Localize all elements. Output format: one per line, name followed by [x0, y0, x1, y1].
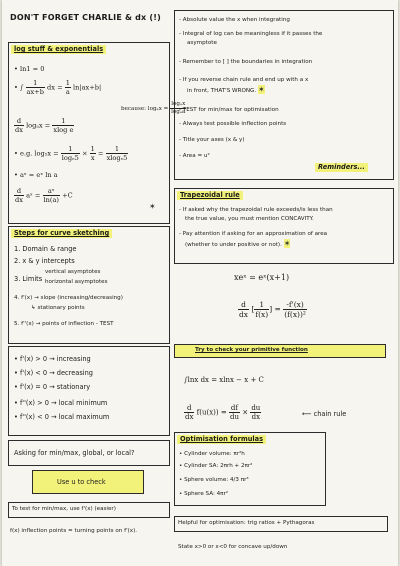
notes-page [2, 0, 398, 566]
primitive-banner [174, 344, 386, 358]
curve-step-2: 2. x & y intercepts [14, 257, 75, 265]
deriv-stationary: • f'(x) = 0 → stationary [14, 383, 91, 391]
curve-step-1: 1. Domain & range [14, 245, 77, 253]
trap-line-4: (whether to under positive or not). ✶ [185, 239, 291, 248]
reminder-log-integral: - Integral of log can be meaningless if it passes the [179, 31, 323, 37]
reminder-inflection: - Always test possible inflection points [179, 121, 287, 127]
page-title: DON'T FORGET CHARLIE & dx (!) [10, 13, 161, 22]
reminder-chain-2: in front, THAT'S WRONG. ✶ [187, 85, 265, 94]
optim-header: Optimisation formulas [177, 435, 266, 444]
trap-line-2: the true value, you must mention CONCAVITY. [185, 216, 314, 222]
xex-derivative: xeˣ = eˣ(x+1) [234, 273, 290, 282]
optim-cyl-sa: • Cylinder SA: 2πrh + 2πr² [179, 463, 253, 469]
reminder-log-integral-2: asymptote [187, 40, 217, 46]
integral-rule: • ∫ $\frac{1}{ax+b}$ dx = $\frac{1}{a}$ ln|ax+b| [14, 79, 102, 96]
chain-rule-formula: $\frac{d}{dx}$ f(u(x)) = $\frac{df}{du}$ × $\frac{du}{dx}$ [185, 404, 261, 421]
reminders-label: Reminders... [315, 163, 368, 172]
reminders-box [174, 10, 394, 180]
optimisation-box [174, 432, 326, 506]
curve-step-4: 4. f'(x) → slope (increasing/decreasing) [14, 295, 123, 301]
use-u-text: Use u to check [57, 478, 106, 486]
test-box [8, 502, 170, 518]
star-icon: ✶ [283, 239, 291, 248]
log-example: • e.g. log₅x = $\frac{1}{\text{logₑ5}}$ × $\frac{1}{x}$ = $\frac{1}{\text{xlogₑ5}}$ [14, 145, 128, 162]
ln-integral: ∫lnx dx = xlnx − x + C [184, 376, 264, 384]
star-icon: ✶ [257, 85, 265, 94]
reminder-absolute: - Absolute value the x when integrating [179, 17, 290, 23]
reminder-axes: - Title your axes (x & y) [179, 137, 245, 143]
derivative-box [8, 346, 170, 436]
curve-step-3: 3. Limits [14, 275, 43, 283]
log-box [8, 42, 186, 224]
helpful-text: Helpful for optimisation: trig ratios + Pythagoras [178, 520, 315, 526]
use-u-box [32, 470, 144, 494]
reminder-chain: - If you reverse chain rule and end up with a x [179, 77, 309, 83]
trap-header: Trapezoidal rule [177, 191, 243, 200]
test-text: To test for min/max, use f'(x) (easier) [12, 506, 116, 512]
primitive-text: Try to check your primitive function [195, 347, 308, 353]
deriv-local-max: • f''(x) < 0 → local maximum [14, 413, 110, 421]
deriv-decreasing: • f'(x) < 0 → decreasing [14, 369, 93, 377]
inflection-note: f(x) inflection points = turning points on f'(x). [10, 528, 138, 534]
curve-step-4-stationary: ↳ stationary points [31, 305, 85, 311]
reminder-area: - Area = u² [179, 153, 210, 159]
ask-box [8, 440, 170, 466]
optim-cyl-volume: • Cylinder volume: πr²h [179, 451, 245, 457]
star-icon: ✶ [149, 202, 156, 211]
curve-step-3-horizontal: horizontal asymptotes [45, 279, 108, 285]
a-power-derivative: $\frac{d}{dx}$ aˣ = $\frac{\text{aˣ}}{\ln(a)}$ +C [15, 187, 73, 204]
ask-text: Asking for min/max, global, or local? [14, 449, 135, 457]
concavity-note: State x>0 or x<0 for concave up/down [178, 544, 288, 550]
reciprocal-derivative: $\frac{d}{dx}$ [ $\frac{1}{f(x)}$ ] = $\frac{-f'(x)}{\text{(f(x))²}}$ [239, 300, 306, 319]
log-derivative-rule: $\frac{d}{dx}$ logₐx = $\frac{1}{\text{xlog e}}$ [15, 117, 74, 134]
helpful-box [174, 516, 388, 532]
chain-rule-label: ⟵ chain rule [302, 410, 347, 418]
a-power-rule: • aˣ = eˣ ln a [14, 171, 58, 179]
trap-line-3: - Pay attention if asking for an approximation of area [179, 231, 328, 237]
optim-sphere-sa: • Sphere SA: 4πr² [179, 491, 229, 497]
curve-header: Steps for curve sketching [11, 229, 112, 238]
reminder-test: - TEST for min/max for optimisation [179, 107, 279, 113]
curve-sketching-box [8, 226, 170, 344]
ln1-rule: • ln1 = 0 [14, 65, 45, 73]
curve-step-3-vertical: vertical asymptotes [45, 269, 101, 275]
deriv-local-min: • f''(x) > 0 → local minimum [14, 399, 108, 407]
reminder-boundaries: - Remember to [ ] the boundaries in integration [179, 59, 313, 65]
deriv-increasing: • f'(x) > 0 → increasing [14, 355, 91, 363]
curve-step-5: 5. f''(x) → points of inflection - TEST [14, 321, 114, 327]
trapezoidal-box [174, 188, 394, 264]
optim-sphere-volume: • Sphere volume: 4/3 πr³ [179, 477, 249, 483]
trap-line-1: - If asked why the trapezoidal rule exceeds/is less than [179, 207, 333, 213]
change-base-note: because: logₐx = $\frac{\text{logₑx}}{\text{logₑa}}$ [121, 101, 186, 115]
log-header: log stuff & exponentials [11, 45, 106, 54]
